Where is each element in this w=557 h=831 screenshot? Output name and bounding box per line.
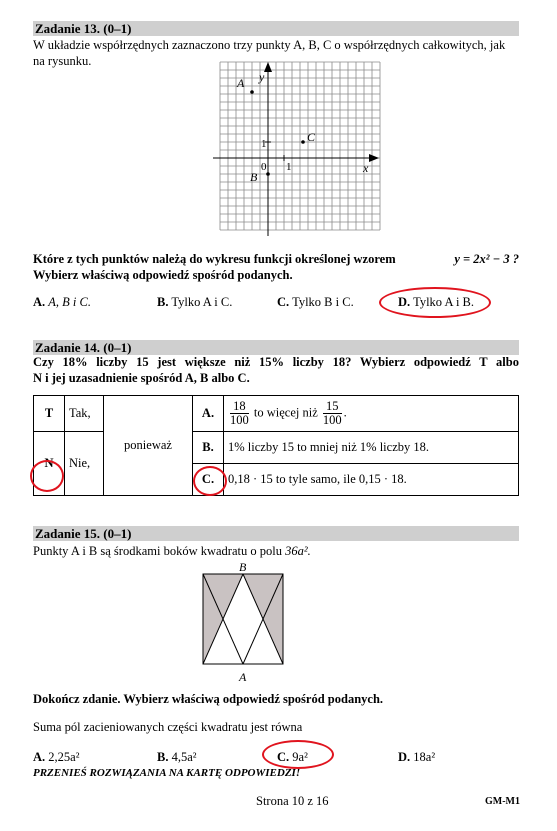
because-cell: ponieważ — [104, 396, 193, 496]
nie-cell: Nie, — [65, 432, 104, 496]
task13-intro-line2: na rysunku. — [33, 54, 92, 68]
task13-formula: y = 2x² − 3 ? — [454, 252, 519, 266]
task14-question — [33, 354, 519, 386]
task15-option-d[interactable]: D. 18a² — [398, 750, 436, 764]
fraction-18-100: $\frac{18}{100}$ — [230, 399, 249, 427]
task13-intro-line1: W układzie współrzędnych zaznaczono trzy punkty A, B, C o współrzędnych całkowitych, jak — [33, 38, 506, 52]
task15-stem: Suma pól zacieniowanych części kwadratu jest równa — [33, 720, 303, 734]
label-b: B — [239, 560, 247, 574]
task15-instruction: Dokończ zdanie. Wybierz właściwą odpowiedź spośród podanych. — [33, 692, 384, 706]
task13-header: Zadanie 13. (0–1) — [33, 21, 519, 36]
task14-question-line1: Czy 18% liczby 15 jest większe niż 15% liczby 18? Wybierz odpowiedź T albo — [33, 355, 519, 369]
task14-header: Zadanie 14. (0–1) — [33, 340, 519, 355]
answer-ring-c — [193, 466, 227, 496]
exam-code: GM-M1 — [485, 796, 520, 807]
task13-option-c[interactable]: C. Tylko B i C. — [277, 295, 354, 309]
task13-option-a[interactable]: A. A, B i C. — [33, 295, 91, 309]
point-c-label: C — [307, 130, 316, 144]
task15-option-a[interactable]: A. 2,25a² — [33, 750, 80, 764]
n-cell[interactable]: N — [34, 432, 65, 496]
row-c-letter[interactable]: C. — [193, 464, 224, 496]
task13-option-d[interactable]: D. Tylko A i B. — [398, 295, 475, 309]
point-a-dot — [250, 90, 254, 94]
fraction-15-100: $\frac{15}{100}$ — [322, 399, 342, 427]
point-c-dot — [301, 140, 305, 144]
x-tick-1-label: 1 — [286, 161, 292, 173]
task14-question-line2: N i jej uzasadnienie spośród A, B albo C. — [33, 371, 250, 385]
square-figure — [195, 560, 355, 684]
task13-question-line2: Wybierz właściwą odpowiedź spośród podanych. — [33, 268, 293, 282]
task15-option-b[interactable]: B. 4,5a² — [157, 750, 197, 764]
point-b-dot — [266, 172, 270, 176]
task14-answer-table — [33, 395, 519, 496]
row-a-letter[interactable]: A. — [193, 396, 224, 432]
answer-ring-task15 — [262, 740, 334, 769]
coordinate-graph — [213, 60, 381, 236]
task13-option-b[interactable]: B. Tylko A i C. — [157, 295, 233, 309]
task15-option-c[interactable]: C. 9a² — [277, 750, 308, 764]
row-a-text: $\frac{18}{100}$ to więcej niż $\frac{15}{100}$ . — [224, 396, 519, 432]
x-axis-label: x — [363, 161, 369, 175]
origin-label: 0 — [261, 161, 267, 173]
point-b-label: B — [250, 170, 258, 184]
y-tick-1-label: 1 — [261, 138, 267, 150]
tak-cell: Tak, — [65, 396, 104, 432]
task15-header: Zadanie 15. (0–1) — [33, 526, 519, 541]
x-axis — [213, 154, 379, 162]
answer-ring-n — [30, 460, 64, 492]
task15-intro: Punkty A i B są środkami boków kwadratu o polu 36a². — [33, 544, 311, 558]
point-a-label: A — [237, 76, 245, 90]
row-b-letter[interactable]: B. — [193, 432, 224, 464]
y-axis-label: y — [259, 70, 265, 84]
row-b-text: 1% liczby 15 to mniej niż 1% liczby 18. — [224, 432, 519, 464]
label-a: A — [239, 670, 247, 684]
task13-question — [33, 251, 519, 283]
answer-ring-task13 — [379, 287, 491, 318]
row-c-text: 0,18 · 15 to tyle samo, ile 0,15 · 18. — [224, 464, 519, 496]
t-cell[interactable]: T — [34, 396, 65, 432]
transfer-note: PRZENIEŚ ROZWIĄZANIA NA KARTĘ ODPOWIEDZI! — [33, 767, 301, 779]
task13-question-line1: Które z tych punktów należą do wykresu funkcji określonej wzorem — [33, 252, 396, 266]
task15-area: 36a². — [285, 544, 311, 558]
page-number: Strona 10 z 16 — [256, 794, 329, 808]
